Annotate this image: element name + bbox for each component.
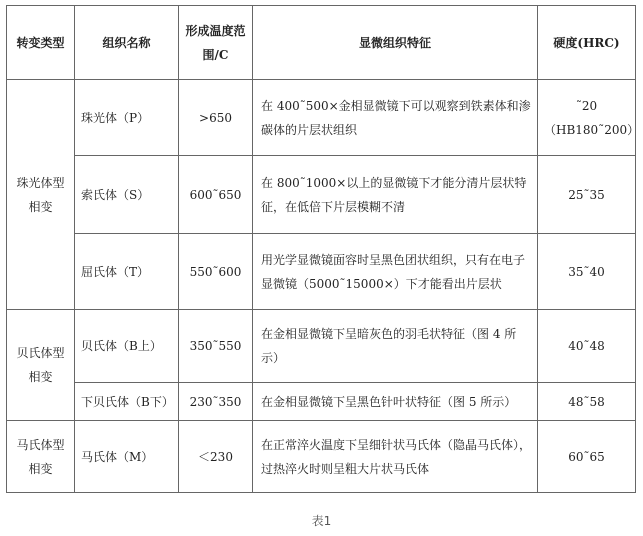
tissue-name: 珠光体（P） (75, 80, 179, 156)
hardness-value: 35˜40 (538, 234, 636, 310)
transform-type-line: 珠光体型 (16, 175, 65, 190)
table-row (7, 383, 636, 421)
hardness-value: 25˜35 (538, 156, 636, 234)
temp-range: 230˜350 (179, 383, 253, 421)
transform-type-line: 相变 (28, 199, 53, 214)
header-feature: 显微组织特征 (253, 6, 538, 80)
microstructure-feature: 在金相显微镜下呈黑色针叶状特征（图 5 所示） (253, 383, 538, 421)
tissue-name: 马氏体（M） (75, 421, 179, 493)
transform-type-line: 贝氏体型 (16, 346, 65, 360)
header-temp: 形成温度范围/C (179, 6, 253, 80)
hardness-value: 48˜58 (538, 383, 636, 421)
transform-type-cell (7, 80, 75, 310)
table-row (7, 80, 636, 156)
table-row (7, 234, 636, 310)
hardness-value: ˜20（HB180˜200） (538, 80, 636, 156)
tissue-name: 索氏体（S） (75, 156, 179, 234)
microstructure-feature: 在正常淬火温度下呈细针状马氏体（隐晶马氏体），过热淬火时则呈粗大片状马氏体 (253, 421, 538, 493)
temp-range: >650 (179, 80, 253, 156)
temp-range: ＜230 (179, 421, 253, 493)
transform-type-line: 相变 (28, 461, 53, 476)
header-name: 组织名称 (75, 6, 179, 80)
hardness-value: 60˜65 (538, 421, 636, 493)
transform-type-line: 相变 (28, 370, 53, 384)
microstructure-feature: 在 400˜500×金相显微镜下可以观察到铁素体和渗碳体的片层状组织 (253, 80, 538, 156)
data-table-container (6, 5, 640, 493)
table-row (7, 421, 636, 493)
table-row (7, 310, 636, 383)
temp-range: 550˜600 (179, 234, 253, 310)
transform-type-line: 马氏体型 (16, 437, 65, 452)
tissue-name: 贝氏体（B上） (75, 310, 179, 383)
header-hardness: 硬度(HRC) (538, 6, 636, 80)
table-caption: 表1 (311, 514, 332, 528)
hardness-value: 40˜48 (538, 310, 636, 383)
transform-type-cell (7, 421, 75, 493)
temp-range: 350˜550 (179, 310, 253, 383)
header-type: 转变类型 (7, 6, 75, 80)
transform-type-cell (7, 310, 75, 421)
phase-transformation-table (6, 5, 640, 493)
tissue-name: 屈氏体（T） (75, 234, 179, 310)
tissue-name: 下贝氏体（B下） (75, 383, 179, 421)
temp-range: 600˜650 (179, 156, 253, 234)
header-row (7, 6, 636, 80)
microstructure-feature: 用光学显微镜面容时呈黑色团状组织，只有在电子显微镜（5000˜15000×）下才能看出片层状 (253, 234, 538, 310)
microstructure-feature: 在金相显微镜下呈暗灰色的羽毛状特征（图 4 所示） (253, 310, 538, 383)
microstructure-feature: 在 800˜1000×以上的显微镜下才能分清片层状特征，在低倍下片层模糊不清 (253, 156, 538, 234)
table-row (7, 156, 636, 234)
